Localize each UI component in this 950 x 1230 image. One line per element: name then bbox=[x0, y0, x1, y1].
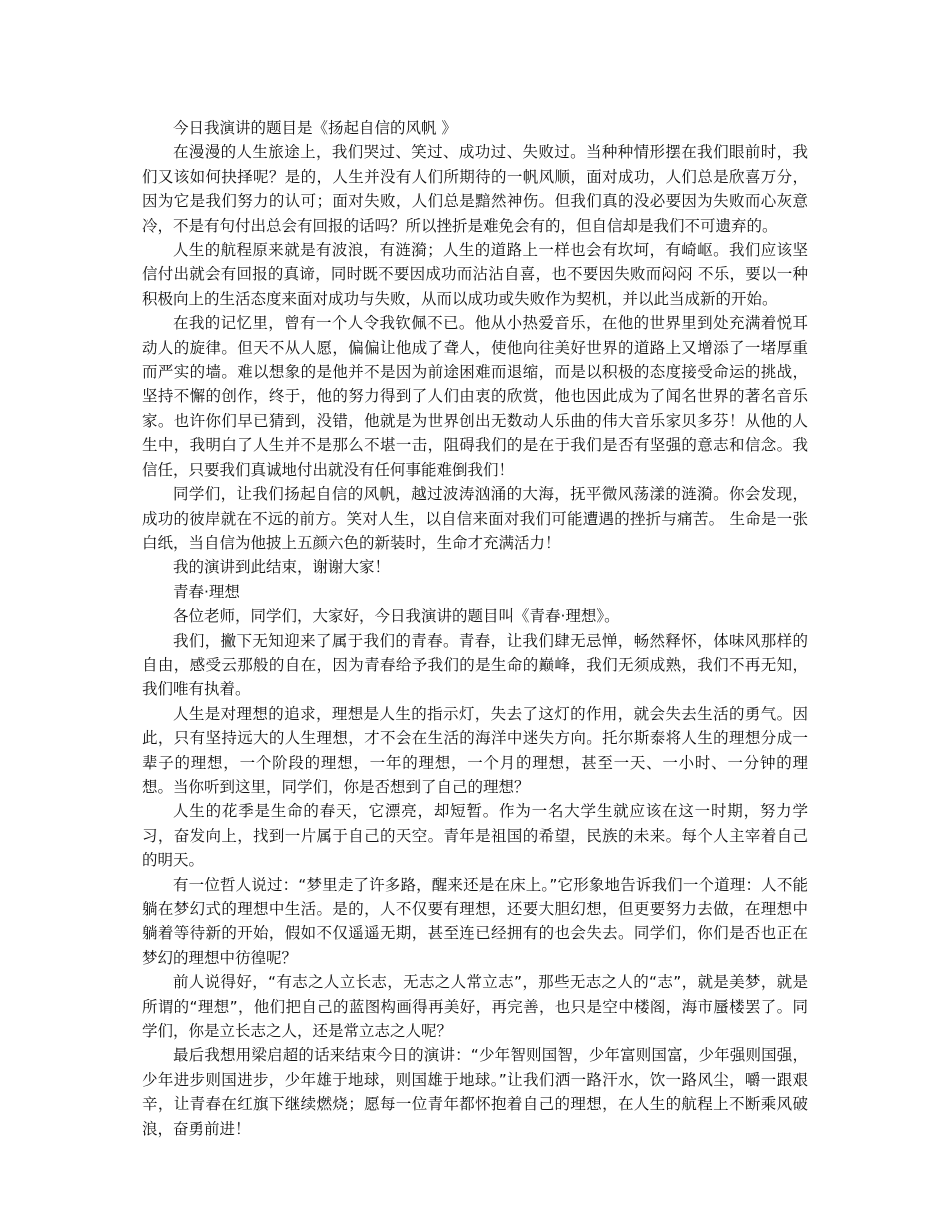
speech-title-line: 今日我演讲的题目是《扬起自信的风帆 》 bbox=[173, 119, 457, 137]
paragraph: 在漫漫的人生旅途上，我们哭过、笑过、成功过、失败过。当种种情形摆在我们眼前时，我们又该如何抉择呢？是的，人生并没有人们所期待的一帆风顺，面对成功，人们总是欣喜万分，因为它是我们努力的认可；面对失败，人们总是黯然神伤。但我们真的没必要因为失败而心灰意冷，不是有句付出总会有回报的话吗？所以挫折是难免会有的，但自信却是我们不可遗弃的。 bbox=[142, 143, 808, 235]
document-page bbox=[142, 116, 808, 1141]
closing-line: 我的演讲到此结束，谢谢大家！ bbox=[173, 558, 391, 577]
paragraph: 人生的航程原来就是有波浪，有涟漪；人生的道路上一样也会有坎坷，有崎岖。我们应该坚信付出就会有回报的真谛，同时既不要因成功而沾沾自喜，也不要因失败而闷闷 不乐，要以一种积极向上的生活态度来面对成功与失败，从而以成功或失败作为契机，并以此当成新的开始。 bbox=[142, 241, 808, 308]
paragraph: 在我的记忆里，曾有一个人令我钦佩不已。他从小热爱音乐，在他的世界里到处充满着悦耳动人的旋律。但天不从人愿，偏偏让他成了聋人，使他向往美好世界的道路上又增添了一堵厚重而严实的墙。难以想象的是他并不是因为前途困难而退缩，而是以积极的态度接受命运的挑战，坚持不懈的创作，终于，他的努力得到了人们由衷的欣赏，他也因此成为了闻名世界的著名音乐家。也许你们早已猜到，没错，他就是为世界创出无数动人乐曲的伟大音乐家贝多芬！从他的人生中，我明白了人生并不是那么不堪一击，阻碍我们的是在于我们是否有坚强的意志和信念。我信任，只要我们真诚地付出就没有任何事能难倒我们！ bbox=[142, 314, 808, 479]
greeting-line: 各位老师，同学们，大家好，今日我演讲的题目叫《青春·理想》。 bbox=[173, 607, 620, 626]
paragraph: 人生是对理想的追求，理想是人生的指示灯，失去了这灯的作用，就会失去生活的勇气。因此，只有坚持远大的人生理想，才不会在生活的海洋中迷失方向。托尔斯泰将人生的理想分成一辈子的理想，一个阶段的理想，一年的理想，一个月的理想，甚至一天、一小时、一分钟的理想。当你听到这里，同学们，你是否想到了自己的理想？ bbox=[142, 704, 808, 796]
paragraph: 人生的花季是生命的春天，它漂亮，却短暂。作为一名大学生就应该在这一时期，努力学习，奋发向上，找到一片属于自己的天空。青年是祖国的希望，民族的未来。每个人主宰着自己的明天。 bbox=[142, 802, 808, 870]
section-heading: 青春·理想 bbox=[173, 582, 240, 601]
paragraph: 有一位哲人说过：“梦里走了许多路，醒来还是在床上。”它形象地告诉我们一个道理：人不能躺在梦幻式的理想中生活。是的，人不仅要有理想，还要大胆幻想，但更要努力去做，在理想中躺着等待新的开始，假如不仅遥遥无期，甚至连已经拥有的也会失去。同学们，你们是否也正在梦幻的理想中彷徨呢？ bbox=[142, 875, 808, 967]
paragraph: 我们，撇下无知迎来了属于我们的青春。青春，让我们肆无忌惮，畅然释怀，体味风那样的自由，感受云那般的自在，因为青春给予我们的是生命的巅峰，我们无须成熟，我们不再无知，我们唯有执着。 bbox=[142, 631, 808, 699]
paragraph: 前人说得好，“有志之人立长志，无志之人常立志”，那些无志之人的“志”，就是美梦，就是所谓的“理想”，他们把自己的蓝图构画得再美好，再完善，也只是空中楼阁，海市蜃楼罢了。同学们，你是立长志之人，还是常立志之人呢？ bbox=[142, 973, 808, 1041]
paragraph: 同学们，让我们扬起自信的风帆，越过波涛汹涌的大海，抚平微风荡漾的涟漪。你会发现，成功的彼岸就在不远的前方。笑对人生，以自信来面对我们可能遭遇的挫折与痛苦。 生命是一张白纸，当自信为他披上五颜六色的新装时，生命才充满活力！ bbox=[142, 485, 808, 552]
paragraph: 最后我想用梁启超的话来结束今日的演讲：“少年智则国智，少年富则国富，少年强则国强，少年进步则国进步，少年雄于地球，则国雄于地球。”让我们洒一路汗水，饮一路风尘，嚼一跟艰辛，让青春在红旗下继续燃烧；愿每一位青年都怀抱着自己的理想，在人生的航程上不断乘风破浪，奋勇前进！ bbox=[142, 1046, 808, 1138]
